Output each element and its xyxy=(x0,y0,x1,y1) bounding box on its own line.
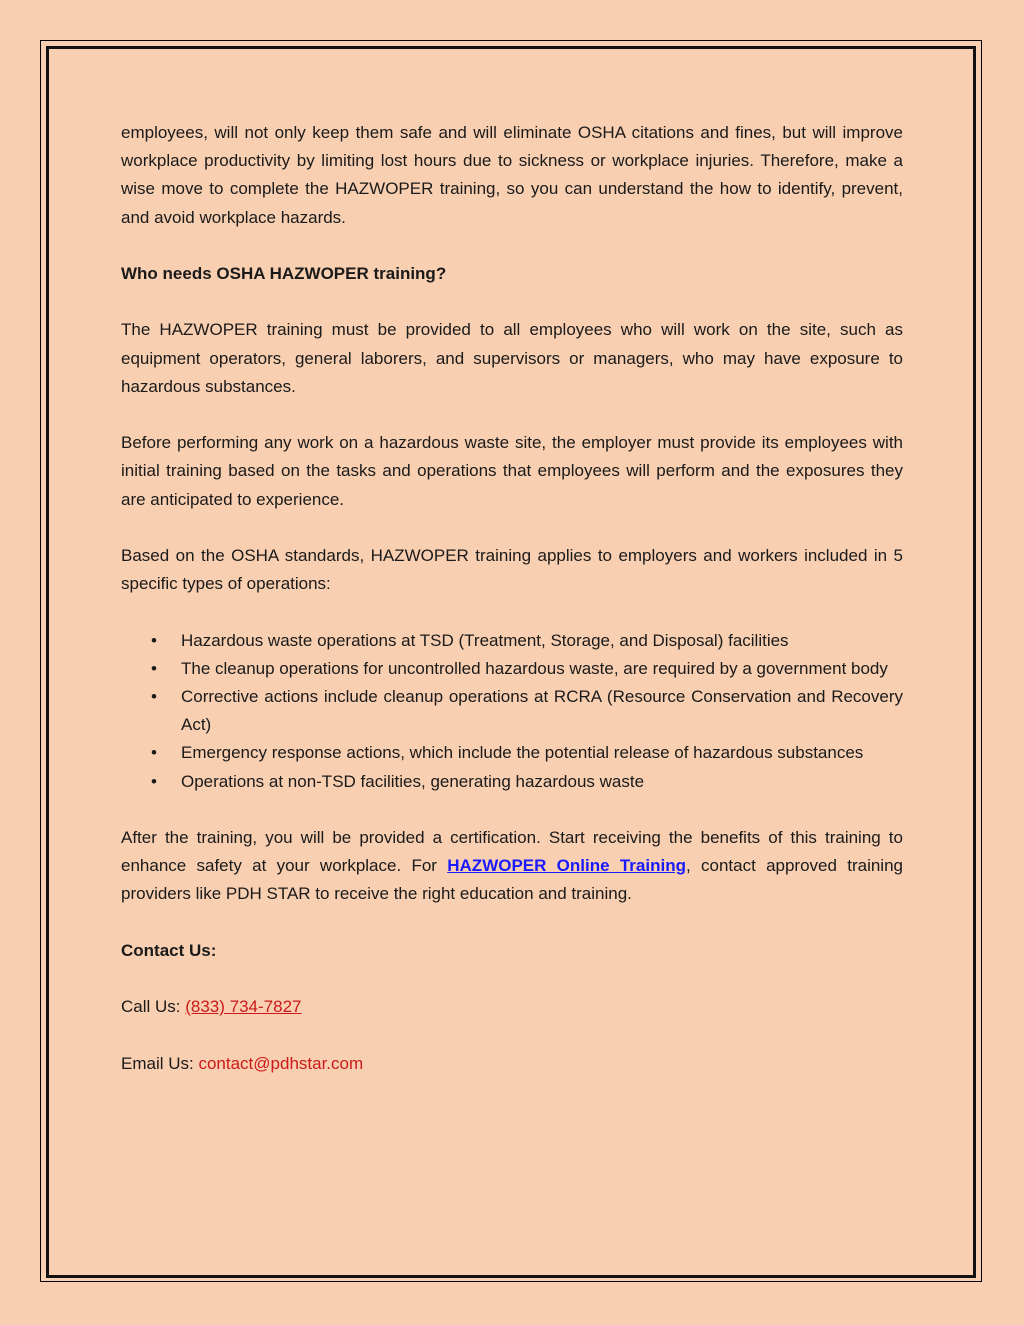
hazwoper-online-training-link[interactable]: HAZWOPER Online Training xyxy=(447,856,686,876)
paragraph-before-performing: Before performing any work on a hazardous waste site, the employer must provide its employees with initial training based on the tasks and operations that employees will perform and the exposures they are anticipated to experience. xyxy=(121,433,903,509)
call-label: Call Us: xyxy=(121,997,186,1017)
contact-heading: Contact Us: xyxy=(121,940,217,960)
list-item-text: Hazardous waste operations at TSD (Treatment, Storage, and Disposal) facilities xyxy=(181,630,789,650)
operations-list xyxy=(121,627,903,796)
closing-text-before: After the training, you will be provided a certification. Start receiving the benefits of this training to enhance safety at your workplace. For xyxy=(121,827,903,876)
email-label: Email Us: xyxy=(121,1053,199,1073)
list-item-text: Operations at non-TSD facilities, generating hazardous waste xyxy=(181,771,645,791)
closing-paragraph xyxy=(121,824,903,909)
paragraph-osha-standards: Based on the OSHA standards, HAZWOPER training applies to employers and workers included in 5 specific types of operations: xyxy=(121,545,903,594)
call-line xyxy=(121,993,903,1021)
list-item xyxy=(151,768,903,796)
paragraph-who-needs: The HAZWOPER training must be provided to all employees who will work on the site, such as equipment operators, general laborers, and supervisors or managers, who may have exposure to hazardous substances. xyxy=(121,320,903,396)
phone-link[interactable]: (833) 734-7827 xyxy=(185,997,302,1017)
list-item xyxy=(151,655,903,683)
document-body xyxy=(121,119,903,1106)
list-item-text: Emergency response actions, which include the potential release of hazardous substances xyxy=(181,743,864,763)
list-item xyxy=(151,627,903,655)
bullet-icon: • xyxy=(151,771,157,791)
bullet-icon: • xyxy=(151,743,157,763)
bullet-icon: • xyxy=(151,686,157,706)
section-heading: Who needs OSHA HAZWOPER training? xyxy=(121,264,447,283)
list-item-text: Corrective actions include cleanup operations at RCRA (Resource Conservation and Recovery Act) xyxy=(181,686,903,735)
list-item xyxy=(151,739,903,767)
list-item-text: The cleanup operations for uncontrolled hazardous waste, are required by a government body xyxy=(181,658,888,678)
bullet-icon: • xyxy=(151,630,157,650)
intro-paragraph: employees, will not only keep them safe and will eliminate OSHA citations and fines, but will improve workplace productivity by limiting lost hours due to sickness or workplace injuries. Therefore, make a wise move to complete the HAZWOPER training, so you can understand the how to identify, prevent, and avoid workplace hazards. xyxy=(121,123,903,227)
bullet-icon: • xyxy=(151,658,157,678)
closing-text-after: , contact approved training providers like PDH STAR to receive the right education and training. xyxy=(121,856,903,904)
list-item xyxy=(151,683,903,739)
email-line xyxy=(121,1050,903,1078)
email-link[interactable]: contact@pdhstar.com xyxy=(198,1053,364,1073)
